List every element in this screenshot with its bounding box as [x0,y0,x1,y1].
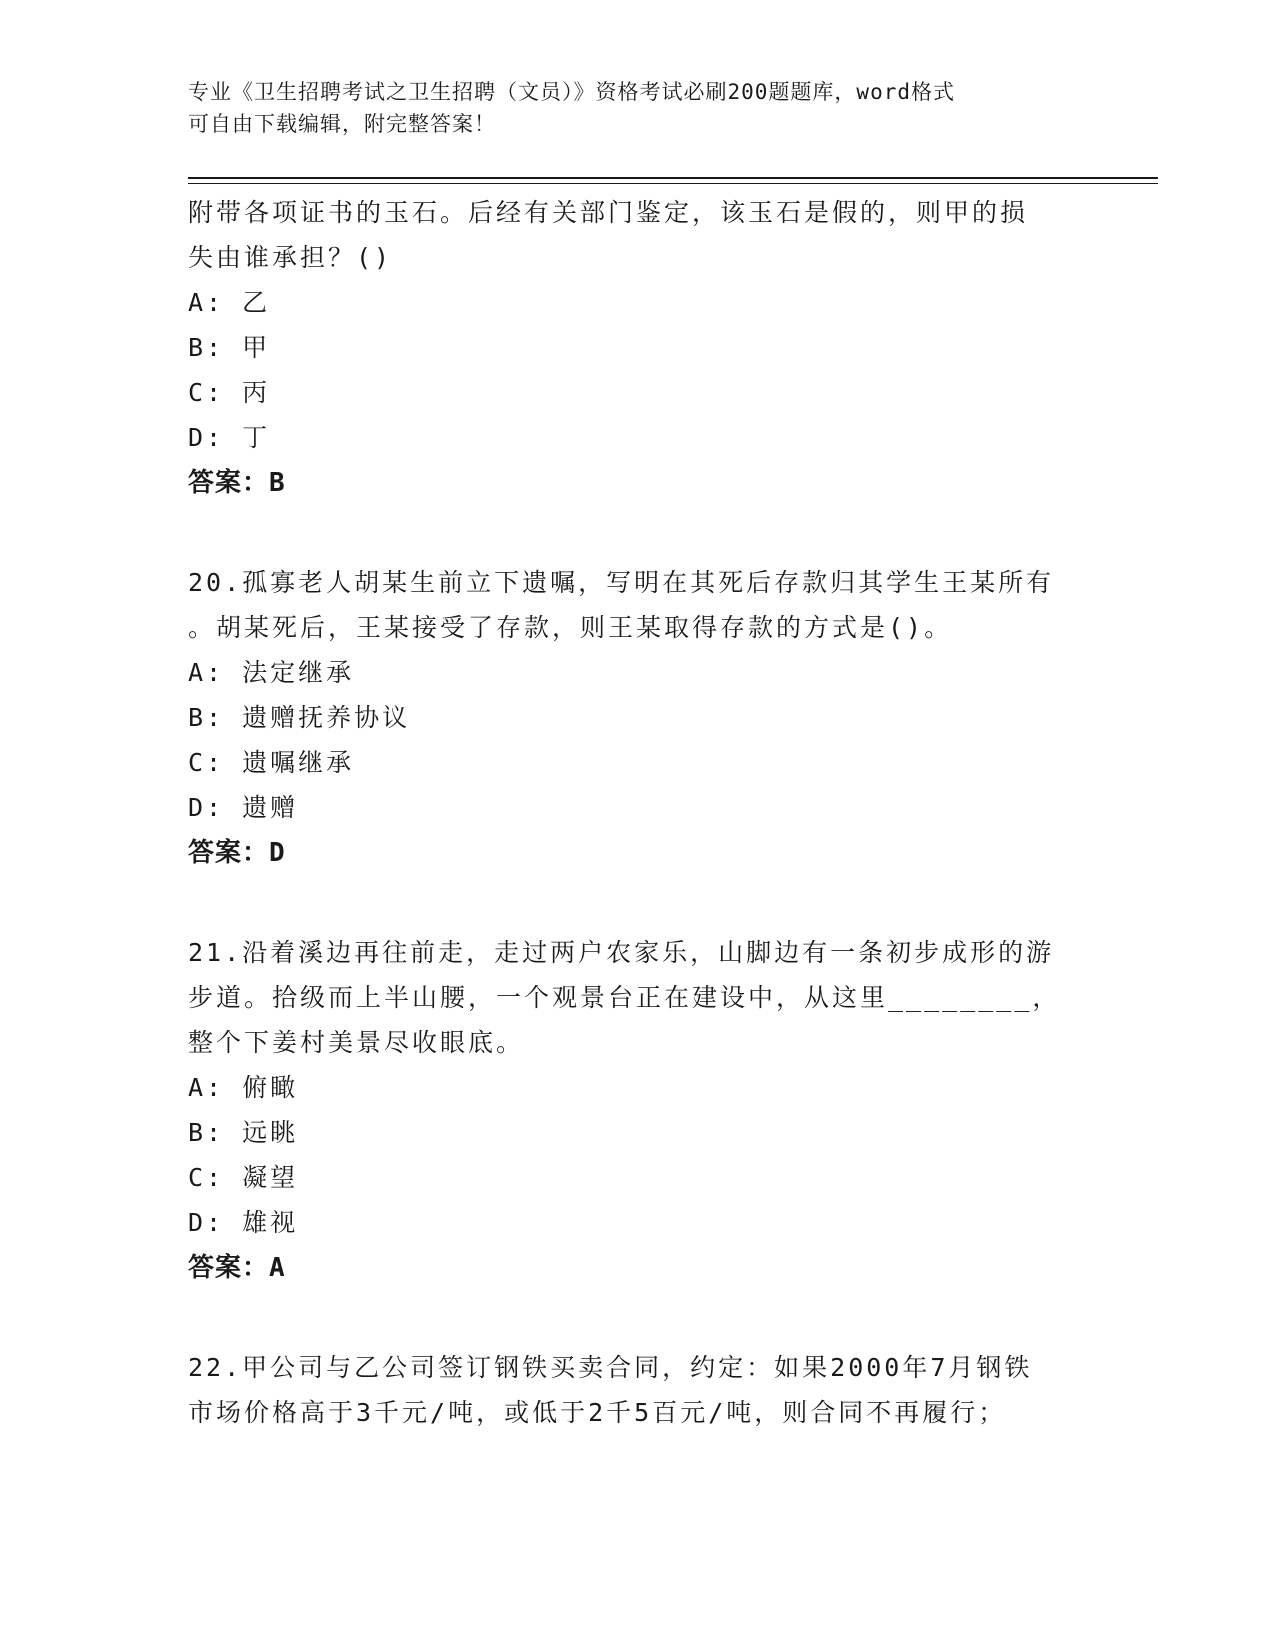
option-a: A: 乙 [188,288,271,317]
question-text-line: 市场价格高于3千元/吨，或低于2千5百元/吨，则合同不再履行； [188,1398,1007,1427]
answer-line: 答案：B [188,468,286,498]
header-title-line-1: 专业《卫生招聘考试之卫生招聘（文员）》资格考试必刷200题题库，word格式 [188,80,955,104]
option-c: C: 丙 [188,378,271,407]
header-divider-thick [188,177,1158,179]
document-header [188,76,1088,140]
option-d: D: 遗赠 [188,793,299,822]
question-text-line: 附带各项证书的玉石。后经有关部门鉴定，该玉石是假的，则甲的损 [188,198,1029,227]
question-list [188,190,1088,1435]
option-b: B: 遗赠抚养协议 [188,703,411,732]
question-text-line: 21.沿着溪边再往前走，走过两户农家乐，山脚边有一条初步成形的游 [188,938,1055,967]
question-block [188,1345,1088,1435]
question-text-line: 22.甲公司与乙公司签订钢铁买卖合同，约定：如果2000年7月钢铁 [188,1353,1033,1382]
option-a: A: 俯瞰 [188,1073,299,1102]
header-divider-thin [188,183,1158,184]
option-a: A: 法定继承 [188,658,355,687]
answer-line: 答案：A [188,1253,286,1283]
question-text-line: 整个下姜村美景尽收眼底。 [188,1028,525,1057]
header-title-line-2: 可自由下载编辑，附完整答案！ [188,112,496,136]
question-text-line: 步道。拾级而上半山腰，一个观景台正在建设中，从这里________， [188,983,1061,1012]
answer-line: 答案：D [188,838,286,868]
question-text-line: 。胡某死后，王某接受了存款，则王某取得存款的方式是()。 [188,613,953,642]
option-c: C: 凝望 [188,1163,299,1192]
option-b: B: 甲 [188,333,271,362]
question-text-line: 20.孤寡老人胡某生前立下遗嘱，写明在其死后存款归其学生王某所有 [188,568,1055,597]
question-block [188,190,1088,506]
option-d: D: 丁 [188,423,271,452]
option-b: B: 远眺 [188,1118,299,1147]
option-c: C: 遗嘱继承 [188,748,355,777]
question-block [188,930,1088,1291]
question-text-line: 失由谁承担？() [188,243,393,272]
option-d: D: 雄视 [188,1208,299,1237]
question-block [188,560,1088,876]
